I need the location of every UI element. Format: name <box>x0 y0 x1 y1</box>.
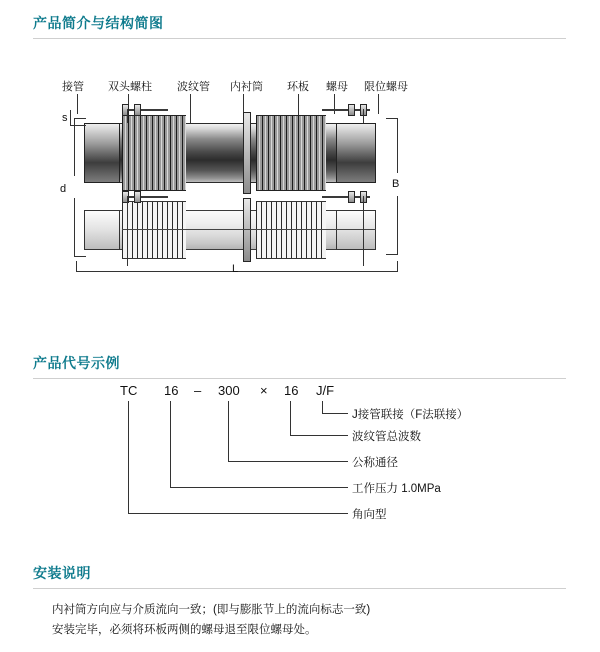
dim-line-d-bottom <box>74 198 75 256</box>
ring-plate-upper <box>243 112 251 194</box>
bellow-convolutions-left-upper <box>122 115 186 191</box>
callout-label-3: 波纹管 <box>177 81 210 93</box>
product-code-breakdown <box>120 383 540 533</box>
install-notes <box>52 600 572 640</box>
code-legend-connection: J接管联接（F法联接） <box>352 409 469 421</box>
dim-label-d: d <box>60 183 67 195</box>
nut-left-inner-lower <box>134 191 141 203</box>
rod-stem-right-upper <box>363 109 364 123</box>
section-title-code: 产品代号示例 <box>33 355 120 371</box>
code-pointer-waves <box>290 435 348 436</box>
code-dropline-waves <box>290 401 291 435</box>
section-title-structure: 产品简介与结构简图 <box>33 15 164 31</box>
code-dropline-connection <box>322 401 323 413</box>
code-pointer-pressure <box>170 487 348 488</box>
rod-stem-right-lower <box>363 196 364 266</box>
structure-diagram <box>60 68 520 283</box>
callout-label-2: 双头螺柱 <box>108 81 152 93</box>
dim-label-L: L <box>232 263 239 275</box>
code-pointer-type <box>128 513 348 514</box>
ring-plate-lower <box>243 198 251 262</box>
callout-label-7: 限位螺母 <box>364 81 408 93</box>
bellow-convolutions-left-lower <box>122 201 186 259</box>
code-token-connection: J/F <box>316 383 335 398</box>
center-axis-lower <box>122 229 376 230</box>
rod-stem-left-upper <box>127 109 128 123</box>
bellow-convolutions-right-lower <box>256 201 326 259</box>
install-note-line-2: 安装完毕，必须将环板两侧的螺母退至限位螺母处。 <box>52 624 317 636</box>
dim-line-d-top <box>74 118 75 176</box>
dim-line-B-bottom <box>397 196 398 254</box>
dim-tick-B-bottom <box>386 254 398 255</box>
callout-label-6: 螺母 <box>326 81 348 93</box>
code-legend-type: 角向型 <box>352 509 387 521</box>
end-pipe-right-lower <box>336 210 376 250</box>
nut-left-inner-upper <box>134 104 141 116</box>
code-token-pressure: 16 <box>164 383 179 398</box>
section-code <box>33 353 573 379</box>
code-token-diameter: 300 <box>218 383 240 398</box>
section-install <box>33 563 573 589</box>
callout-label-5: 环板 <box>287 81 309 93</box>
tie-rod-left-lower <box>124 196 168 198</box>
dim-tick-s <box>70 125 86 126</box>
section-title-install: 安装说明 <box>33 565 91 581</box>
end-pipe-left-upper <box>84 123 120 183</box>
end-pipe-right-upper <box>336 123 376 183</box>
code-token-waves: 16 <box>284 383 299 398</box>
bellow-convolutions-right-upper <box>256 115 326 191</box>
end-pipe-left-lower <box>84 210 120 250</box>
dim-tick-L-right <box>397 261 398 272</box>
rod-stem-left-lower <box>127 196 128 266</box>
dim-tick-B-top <box>386 118 398 119</box>
code-token-times: × <box>260 383 268 398</box>
title-divider-code <box>33 378 566 379</box>
callout-label-1: 接管 <box>62 81 84 93</box>
dim-line-B-top <box>397 118 398 173</box>
leader-line-7 <box>378 94 379 114</box>
nut-right-inner-upper <box>348 104 355 116</box>
code-token-type: TC <box>120 383 138 398</box>
dim-label-B: B <box>392 178 400 190</box>
code-token-dash: – <box>194 383 202 398</box>
code-dropline-pressure <box>170 401 171 487</box>
dim-line-s <box>70 110 71 126</box>
section-structure <box>33 13 573 39</box>
code-legend-pressure: 工作压力 1.0MPa <box>352 483 441 495</box>
code-pointer-diameter <box>228 461 348 462</box>
code-pointer-connection <box>322 413 348 414</box>
code-legend-diameter: 公称通径 <box>352 457 398 469</box>
code-dropline-diameter <box>228 401 229 461</box>
title-divider-structure <box>33 38 566 39</box>
title-divider-install <box>33 588 566 589</box>
code-legend-waves: 波纹管总波数 <box>352 431 421 443</box>
tie-rod-left-upper <box>124 109 168 111</box>
dim-tick-L-left <box>76 261 77 272</box>
nut-right-inner-lower <box>348 191 355 203</box>
leader-line-1 <box>77 94 78 114</box>
callout-label-4: 内衬筒 <box>230 81 263 93</box>
dim-tick-d-bottom <box>74 256 86 257</box>
code-dropline-type <box>128 401 129 513</box>
dim-tick-d-top <box>74 118 86 119</box>
install-note-line-1: 内衬筒方向应与介质流向一致；(即与膨胀节上的流向标志一致) <box>52 604 371 616</box>
dim-label-s: s <box>62 112 68 124</box>
leader-line-6 <box>334 94 335 114</box>
